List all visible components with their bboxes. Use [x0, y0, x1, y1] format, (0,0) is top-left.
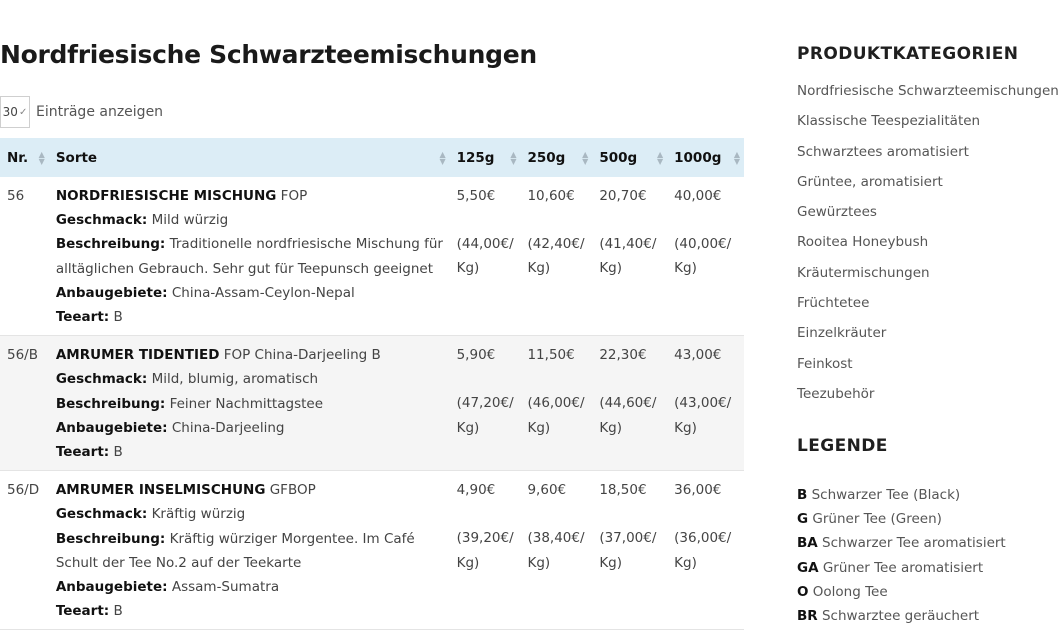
- price-per-kg: (41,40€/ Kg): [599, 236, 657, 277]
- description-value: Kräftig würziger Morgentee. Im Café Schult der Tee No.2 auf der Teekarte: [55, 530, 415, 571]
- legend-item: [797, 484, 1006, 508]
- sort-arrows-icon: ▲ ▼: [582, 149, 589, 166]
- price-per-kg: (44,00€/ Kg): [456, 236, 514, 277]
- column-header-sorte[interactable]: [49, 138, 450, 177]
- cell-price-250g: [520, 471, 592, 630]
- tea-type-line: [56, 305, 450, 329]
- taste-line: [56, 502, 450, 526]
- legend-code: BR: [797, 607, 818, 624]
- taste-label: Geschmack:: [55, 212, 148, 229]
- tea-type-line: [56, 599, 450, 623]
- category-link[interactable]: Teezubehör: [797, 385, 875, 402]
- cell-price-250g: [520, 177, 592, 336]
- column-header-label: Nr.: [7, 149, 29, 166]
- entries-select-value: 30: [2, 105, 18, 119]
- cell-price-250g: [520, 336, 592, 471]
- category-link[interactable]: Einzelkräuter: [797, 325, 887, 342]
- category-link[interactable]: Kräutermischungen: [797, 264, 930, 281]
- price-per-kg: (39,20€/ Kg): [456, 530, 514, 571]
- category-list: [797, 80, 1059, 413]
- column-header-label: 125g: [456, 149, 495, 166]
- description-label: Beschreibung:: [55, 395, 166, 412]
- price: 43,00€: [674, 347, 722, 364]
- category-link[interactable]: Schwarztees aromatisiert: [797, 143, 969, 160]
- description-value: Traditionelle nordfriesische Mischung für alltäglichen Gebrauch. Sehr gut für Teepunsch geeignet: [55, 236, 443, 277]
- regions-line: [56, 281, 450, 305]
- cell-sorte: [49, 471, 450, 630]
- tea-type-line: [56, 440, 450, 464]
- chevron-down-icon: ✓: [18, 106, 28, 118]
- price: 18,50€: [599, 482, 647, 499]
- price: 40,00€: [674, 188, 722, 204]
- cell-price-1000g: [667, 471, 744, 630]
- product-table: [0, 138, 744, 630]
- description-line: [56, 392, 450, 416]
- table-row: [0, 336, 744, 471]
- product-heading: [56, 478, 450, 502]
- column-header-1000g[interactable]: [667, 138, 744, 177]
- table-row: [0, 177, 744, 336]
- legend-item: [797, 557, 1006, 581]
- legend-text: Oolong Tee: [808, 583, 888, 600]
- product-grade: FOP: [276, 188, 308, 204]
- cell-price-500g: [592, 336, 667, 471]
- price-per-kg: (44,60€/ Kg): [599, 395, 657, 436]
- regions-label: Anbaugebiete:: [55, 419, 168, 436]
- cell-nr: 56/D: [7, 482, 40, 499]
- regions-label: Anbaugebiete:: [55, 284, 168, 301]
- column-header-label: 250g: [527, 149, 566, 166]
- legend-title: LEGENDE: [797, 436, 888, 456]
- tea-type-label: Teeart:: [55, 444, 110, 461]
- product-name: NORDFRIESISCHE MISCHUNG: [55, 188, 277, 204]
- legend-item: [797, 532, 1006, 556]
- price: 20,70€: [599, 188, 647, 204]
- price-per-kg: (38,40€/ Kg): [527, 530, 585, 571]
- regions-line: [56, 416, 450, 440]
- cell-price-500g: [592, 177, 667, 336]
- cell-price-1000g: [667, 177, 744, 336]
- sort-arrows-icon: ▲ ▼: [733, 149, 740, 166]
- sort-arrows-icon: ▲ ▼: [656, 149, 664, 166]
- page-title: Nordfriesische Schwarzteemischungen: [0, 40, 537, 69]
- legend-text: Schwarztee geräuchert: [817, 607, 980, 624]
- column-header-125g[interactable]: [450, 138, 521, 177]
- cell-price-125g: [450, 177, 521, 336]
- sort-arrows-icon: ▲ ▼: [38, 149, 45, 166]
- tea-type-value: B: [109, 603, 123, 620]
- product-heading: [56, 343, 450, 367]
- price: 5,90€: [456, 347, 496, 364]
- description-line: [56, 232, 450, 280]
- price-per-kg: (47,20€/ Kg): [456, 395, 514, 436]
- category-link[interactable]: Klassische Teespezialitäten: [797, 113, 981, 130]
- taste-line: [56, 367, 450, 391]
- taste-value: Mild würzig: [147, 212, 229, 229]
- description-label: Beschreibung:: [55, 530, 166, 547]
- category-link[interactable]: Nordfriesische Schwarzteemischungen: [797, 83, 1059, 99]
- entries-per-page-select[interactable]: [0, 96, 30, 128]
- cell-sorte: [49, 336, 450, 471]
- taste-line: [56, 208, 450, 232]
- price: 5,50€: [456, 188, 496, 204]
- column-header-250g[interactable]: [520, 138, 592, 177]
- price-per-kg: (42,40€/ Kg): [527, 236, 585, 277]
- sort-arrows-icon: ▲ ▼: [439, 149, 446, 166]
- sidebar: [797, 0, 1059, 635]
- cell-nr: 56/B: [7, 347, 38, 364]
- taste-label: Geschmack:: [55, 371, 148, 388]
- column-header-label: 1000g: [674, 149, 722, 166]
- legend-list: [797, 484, 1006, 629]
- price: 11,50€: [527, 347, 575, 364]
- sort-arrows-icon: ▲ ▼: [510, 149, 517, 166]
- price-per-kg: (46,00€/ Kg): [527, 395, 585, 436]
- price: 4,90€: [456, 482, 496, 499]
- product-grade: GFBOP: [265, 482, 316, 499]
- entries-control: [0, 95, 163, 129]
- product-name: AMRUMER INSELMISCHUNG: [55, 482, 266, 499]
- legend-code: BA: [797, 535, 818, 552]
- legend-code: O: [797, 583, 809, 600]
- regions-value: China-Darjeeling: [167, 419, 285, 436]
- column-header-label: 500g: [599, 149, 638, 166]
- price-per-kg: (43,00€/ Kg): [674, 395, 732, 436]
- price-per-kg: (36,00€/ Kg): [674, 530, 732, 571]
- category-link[interactable]: Grüntee, aromatisiert: [797, 173, 943, 190]
- legend-text: Schwarzer Tee (Black): [807, 487, 961, 503]
- category-link[interactable]: Gewürztees: [797, 204, 877, 221]
- regions-line: [56, 575, 450, 599]
- tea-type-label: Teeart:: [55, 309, 110, 326]
- category-link[interactable]: Früchtetee: [797, 295, 870, 312]
- legend-code: G: [797, 511, 809, 528]
- legend-text: Schwarzer Tee aromatisiert: [817, 535, 1006, 552]
- legend-code: GA: [797, 559, 819, 576]
- column-header-label: Sorte: [55, 149, 98, 166]
- product-heading: [56, 184, 450, 208]
- table-header-row: [0, 138, 744, 177]
- entries-label: Einträge anzeigen: [36, 104, 164, 120]
- cell-price-125g: [450, 336, 521, 471]
- price: 9,60€: [527, 482, 567, 499]
- taste-label: Geschmack:: [55, 506, 148, 523]
- legend-code: B: [797, 487, 808, 503]
- legend-item: [797, 605, 1006, 629]
- cell-price-1000g: [667, 336, 744, 471]
- product-grade: FOP China-Darjeeling B: [219, 347, 381, 364]
- legend-text: Grüner Tee (Green): [808, 511, 942, 528]
- categories-title: PRODUKTKATEGORIEN: [797, 44, 1019, 64]
- description-value: Feiner Nachmittagstee: [165, 395, 324, 412]
- regions-value: Assam-Sumatra: [167, 579, 280, 596]
- description-line: [56, 527, 450, 575]
- regions-value: China-Assam-Ceylon-Nepal: [167, 284, 355, 301]
- table-row: [0, 471, 744, 630]
- cell-sorte: [49, 177, 450, 336]
- price-per-kg: (37,00€/ Kg): [599, 530, 657, 571]
- legend-item: [797, 581, 1006, 605]
- legend-text: Grüner Tee aromatisiert: [818, 559, 984, 576]
- taste-value: Mild, blumig, aromatisch: [147, 371, 319, 388]
- category-link[interactable]: Feinkost: [797, 355, 853, 372]
- description-label: Beschreibung:: [55, 236, 166, 253]
- price: 22,30€: [599, 347, 647, 364]
- price: 36,00€: [674, 482, 722, 499]
- regions-label: Anbaugebiete:: [55, 579, 168, 596]
- column-header-nr[interactable]: [0, 138, 49, 177]
- tea-type-value: B: [109, 309, 123, 326]
- cell-price-500g: [592, 471, 667, 630]
- cell-nr: 56: [7, 188, 25, 204]
- cell-price-125g: [450, 471, 521, 630]
- price-per-kg: (40,00€/ Kg): [674, 236, 732, 277]
- taste-value: Kräftig würzig: [147, 506, 246, 523]
- column-header-500g[interactable]: [592, 138, 667, 177]
- tea-type-value: B: [109, 444, 123, 461]
- category-link[interactable]: Rooitea Honeybush: [797, 234, 929, 251]
- tea-type-label: Teeart:: [55, 603, 110, 620]
- product-name: AMRUMER TIDENTIED: [55, 347, 220, 364]
- legend-item: [797, 508, 1006, 532]
- price: 10,60€: [527, 188, 575, 204]
